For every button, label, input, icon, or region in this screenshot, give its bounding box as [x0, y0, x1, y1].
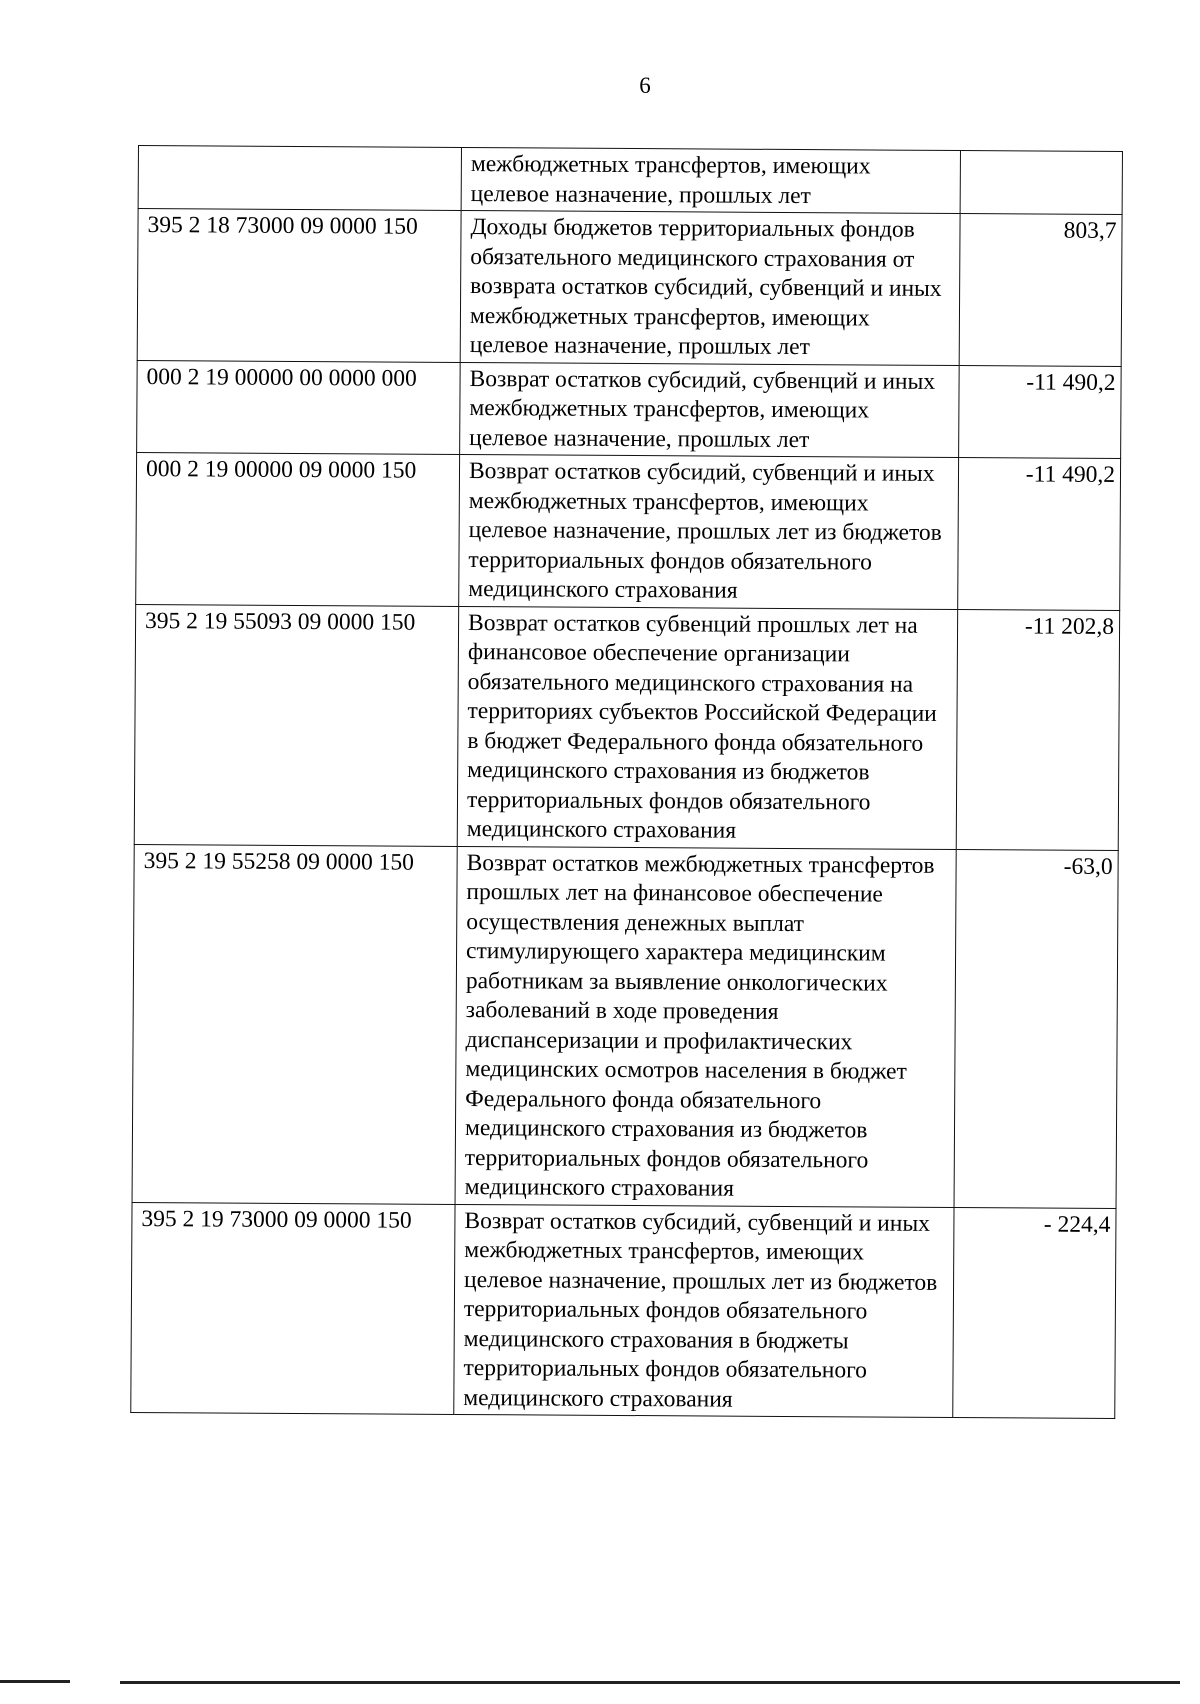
budget-code-cell: 395 2 19 55093 09 0000 150 [134, 604, 458, 846]
income-name-cell: Доходы бюджетов территориальных фондов обязательного медицинского страхования от возврата остатков субсидий, субвенций и иных межбюджетных трансфертов, имеющих целевое назначение, прошлых лет [460, 210, 960, 365]
budget-table [130, 145, 1123, 1419]
amount-cell: -11 490,2 [959, 365, 1122, 458]
income-name-cell: Возврат остатков субвенций прошлых лет на финансовое обеспечение организации обязательного медицинского страхования на территориях субъектов Российской Федерации в бюджет Федерального фонда обязательного медицинского страхования из бюджетов территориальных фондов обязательного медицинского страхования [457, 606, 957, 849]
income-name-cell: Возврат остатков межбюджетных трансфертов прошлых лет на финансовое обеспечение осуществления денежных выплат стимулирующего характера медицинским работникам за выявление онкологических заболеваний в ходе проведения диспансеризации и профилактических медицинских осмотров населения в бюджет Федерального фонда обязательного медицинского страхования из бюджетов территориальных фондов обязательного медицинского страхования [455, 846, 956, 1207]
budget-code-cell [138, 146, 461, 211]
income-name-cell: межбюджетных трансфертов, имеющих целевое назначение, прошлых лет [461, 147, 960, 213]
budget-code-cell: 395 2 19 55258 09 0000 150 [132, 844, 457, 1204]
scan-edge-line [0, 1680, 70, 1683]
page-number: 6 [639, 73, 651, 98]
table-row [131, 1202, 1116, 1419]
income-name-cell: Возврат остатков субсидий, субвенций и иных межбюджетных трансфертов, имеющих целевое назначение, прошлых лет [460, 362, 960, 458]
amount-cell: -11 202,8 [956, 609, 1119, 850]
scan-edge-line [120, 1681, 1180, 1684]
table-row [132, 844, 1118, 1208]
table-row [136, 452, 1121, 610]
table-row [137, 360, 1122, 459]
amount-cell: -63,0 [954, 849, 1118, 1208]
income-name-cell: Возврат остатков субсидий, субвенций и иных межбюджетных трансфертов, имеющих целевое назначение, прошлых лет из бюджетов территориальных фондов обязательного медицинского страхования в бюджеты территориальных фондов обязательного медицинского страхования [454, 1204, 954, 1418]
amount-cell: -11 490,2 [958, 458, 1121, 610]
budget-code-cell: 395 2 18 73000 09 0000 150 [137, 209, 461, 362]
income-name-cell: Возврат остатков субсидий, субвенций и иных межбюджетных трансфертов, имеющих целевое назначение, прошлых лет из бюджетов территориальных фондов обязательного медицинского страхования [459, 454, 959, 609]
budget-code-cell: 000 2 19 00000 09 0000 150 [136, 452, 460, 605]
table-row [134, 604, 1119, 850]
table-row [138, 146, 1122, 215]
budget-code-cell: 000 2 19 00000 00 0000 000 [137, 360, 461, 454]
amount-cell: - 224,4 [953, 1207, 1116, 1418]
amount-cell [960, 151, 1122, 215]
table-row [137, 209, 1122, 367]
amount-cell: 803,7 [959, 214, 1122, 366]
budget-code-cell: 395 2 19 73000 09 0000 150 [131, 1202, 455, 1414]
